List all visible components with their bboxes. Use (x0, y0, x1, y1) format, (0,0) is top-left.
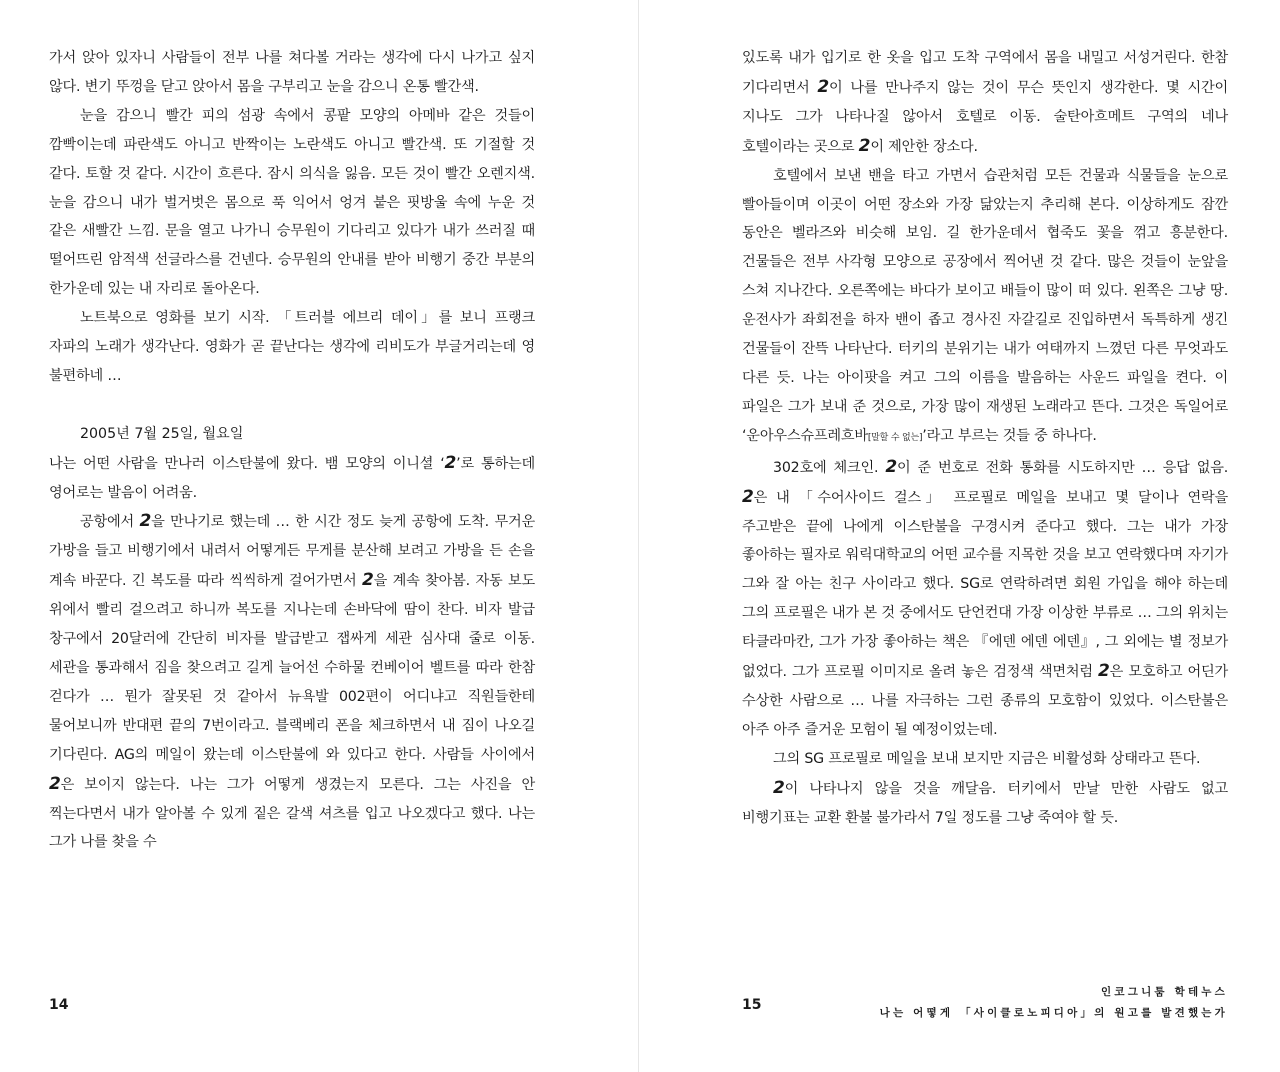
page-number-left: 14 (49, 997, 69, 1013)
diary-date: 2005년 7월 25일, 월요일 (80, 425, 244, 442)
running-head (880, 982, 1228, 1024)
serpent-initial-glyph: 2 (858, 135, 871, 156)
running-head-title: 나는 어떻게 「사이클로노피디아」의 원고를 발견했는가 (879, 1007, 1228, 1019)
paragraph: 있도록 내가 입기로 한 옷을 입고 도착 구역에서 몸을 내밀고 서성거린다. 한참 기다리면서 2이 나를 만나주지 않는 것이 무슨 뜻인지 생각한다. 몇 시간이 지나도 그가 나타나질 않아서 호텔로 이동. 술탄아흐메트 구역의 네나 호텔이라는 곳으로 2이 제안한 장소다. (742, 50, 1228, 156)
translation-note: [말할 수 없는] (867, 432, 923, 443)
serpent-initial-glyph: 2 (885, 456, 897, 477)
paragraph: 호텔에서 보낸 밴을 타고 가면서 습관처럼 모든 건물과 식물들을 눈으로 빨아들이며 이곳이 어떤 장소와 가장 닮았는지 추리해 본다. 이상하게도 잠깐 동안은 벨라즈와 비슷해 보임. 길 한가운데서 협죽도 꽃을 꺾고 흥분한다. 건물들은 전부 사각형 모양으로 공장에서 찍어낸 것 같다. 많은 것들이 눈앞을 스쳐 지나간다. 오른쪽에는 바다가 보이고 배들이 많이 떠 있다. 왼쪽은 그냥 땅. 운전사가 좌회전을 하자 밴이 좁고 경사진 자갈길로 진입하면서 독특하게 생긴 건물들이 잔뜩 나타난다. 터키의 분위기는 내가 여태까지 느꼈던 다른 무엇과도 다른 듯. 나는 아이팟을 켜고 그의 이름을 발음하는 사운드 파일을 켠다. 이 파일은 그가 보내 준 것으로, 가장 많이 재생된 노래라고 뜬다. 그것은 독일어로 ‘운아우스슈프레흐바[말할 수 없는]’라고 부르는 것들 중 하나다. (742, 167, 1228, 444)
serpent-initial-glyph: 2 (742, 486, 754, 507)
paragraph: 가서 앉아 있자니 사람들이 전부 나를 쳐다볼 거라는 생각에 다시 나가고 싶지 않다. 변기 뚜껑을 닫고 앉아서 몸을 구부리고 눈을 감으니 온통 빨간색. (49, 50, 535, 95)
book-gutter (638, 0, 639, 1072)
serpent-initial-glyph: 2 (361, 570, 374, 591)
serpent-initial-glyph: 2 (139, 511, 152, 532)
serpent-initial-glyph: 2 (773, 777, 785, 798)
serpent-initial-glyph: 2 (817, 76, 830, 97)
paragraph: 공항에서 2을 만나기로 했는데 … 한 시간 정도 늦게 공항에 도착. 무거운 가방을 들고 비행기에서 내려서 어떻게든 무게를 분산해 보려고 가방을 든 손을 계속 바꾼다. 긴 복도를 따라 씩씩하게 걸어가면서 2을 계속 찾아봄. 자동 보도 위에서 빨리 걸으려고 하니까 복도를 지나는데 손바닥에 땀이 찬다. 비자 발급 창구에서 20달러에 간단히 비자를 발급받고 잽싸게 세관 심사대 줄로 이동. 세관을 통과해서 짐을 찾으려고 길게 늘어선 수하물 컨베이어 벨트를 따라 한참 걷다가 … 뭔가 잘못된 것 같아서 뉴욕발 002편이 어디냐고 직원들한테 물어보니까 반대편 끝의 7번이라고. 블랙베리 폰을 체크하면서 내 짐이 나오길 기다린다. AG의 메일이 왔는데 이스탄불에 와 있다고 한다. 사람들 사이에서 2은 보이지 않는다. 나는 그가 어떻게 생겼는지 모른다. 그는 사진을 안 찍는다면서 내가 알아볼 수 있게 짙은 갈색 셔츠를 입고 나오겠다고 했다. 나는 그가 나를 찾을 수 (49, 511, 535, 851)
left-page-text (49, 44, 535, 857)
serpent-initial-glyph: 2 (49, 773, 61, 794)
paragraph: 302호에 체크인. 2이 준 번호로 전화 통화를 시도하지만 … 응답 없음. 2은 내 「수어사이드 걸스」 프로필로 메일을 보내고 몇 달이나 연락을 주고받은 끝에 나에게 이스탄불을 구경시켜 준다고 했다. 그는 내가 가장 좋아하는 필자로 워릭대학교의 어떤 교수를 지목한 것을 보고 연락했다며 자기가 그와 잘 아는 친구 사이라고 했다. SG로 연락하려면 회원 가입을 해야 하는데 그의 프로필은 내가 본 것 중에서도 단언컨대 가장 이상한 부류로 … 그의 위치는 타클라마칸, 그가 가장 좋아하는 책은 『에덴 에덴 에덴』, 그 외에는 별 정보가 없었다. 그가 프로필 이미지로 올려 놓은 검정색 색면처럼 2은 모호하고 어딘가 수상한 사람으로 … 나를 자극하는 그런 종류의 모호함이 있었다. 이스탄불은 아주 아주 즐거운 모험이 될 예정이었는데. (742, 456, 1229, 738)
serpent-initial-glyph: 2 (444, 452, 457, 473)
serpent-initial-glyph: 2 (1098, 661, 1110, 682)
paragraph: 그의 SG 프로필로 메일을 보내 보지만 지금은 비활성화 상태라고 뜬다. (773, 750, 1201, 767)
paragraph: 노트북으로 영화를 보기 시작. 「트러블 에브리 데이」를 보니 프랭크 자파의 노래가 생각난다. 영화가 곧 끝난다는 생각에 리비도가 부글거리는데 영 불편하네 … (49, 310, 535, 384)
paragraph: 나는 어떤 사람을 만나러 이스탄불에 왔다. 뱀 모양의 이니셜 ‘2’로 통하는데 영어로는 발음이 어려움. (49, 452, 535, 501)
paragraph: 눈을 감으니 빨간 피의 섬광 속에서 콩팥 모양의 아메바 같은 것들이 깜빡이는데 파란색도 아니고 반짝이는 노란색도 아니고 빨간색. 또 기절할 것 같다. 토할 것 같다. 시간이 흐른다. 잠시 의식을 잃음. 모든 것이 빨간 오렌지색. 눈을 감으니 내가 벌거벗은 몸으로 푹 익어서 엉겨 붙은 핏방울 속에 누운 것 같은 새빨간 느낌. 문을 열고 나가니 승무원이 기다리고 있다가 내가 쓰러질 때 떨어뜨린 암적색 선글라스를 건넨다. 승무원의 안내를 받아 비행기 중간 부분의 한가운데 있는 내 자리로 돌아온다. (49, 107, 535, 298)
section-break (49, 391, 535, 420)
running-head-author: 인코그니툼 학테누스 (1101, 986, 1228, 998)
right-page-text (742, 44, 1228, 832)
paragraph: 2이 나타나지 않을 것을 깨달음. 터키에서 만날 만한 사람도 없고 비행기표는 교환 환불 불가라서 7일 정도를 그냥 죽여야 할 듯. (742, 777, 1228, 826)
page-number-right: 15 (742, 997, 762, 1013)
